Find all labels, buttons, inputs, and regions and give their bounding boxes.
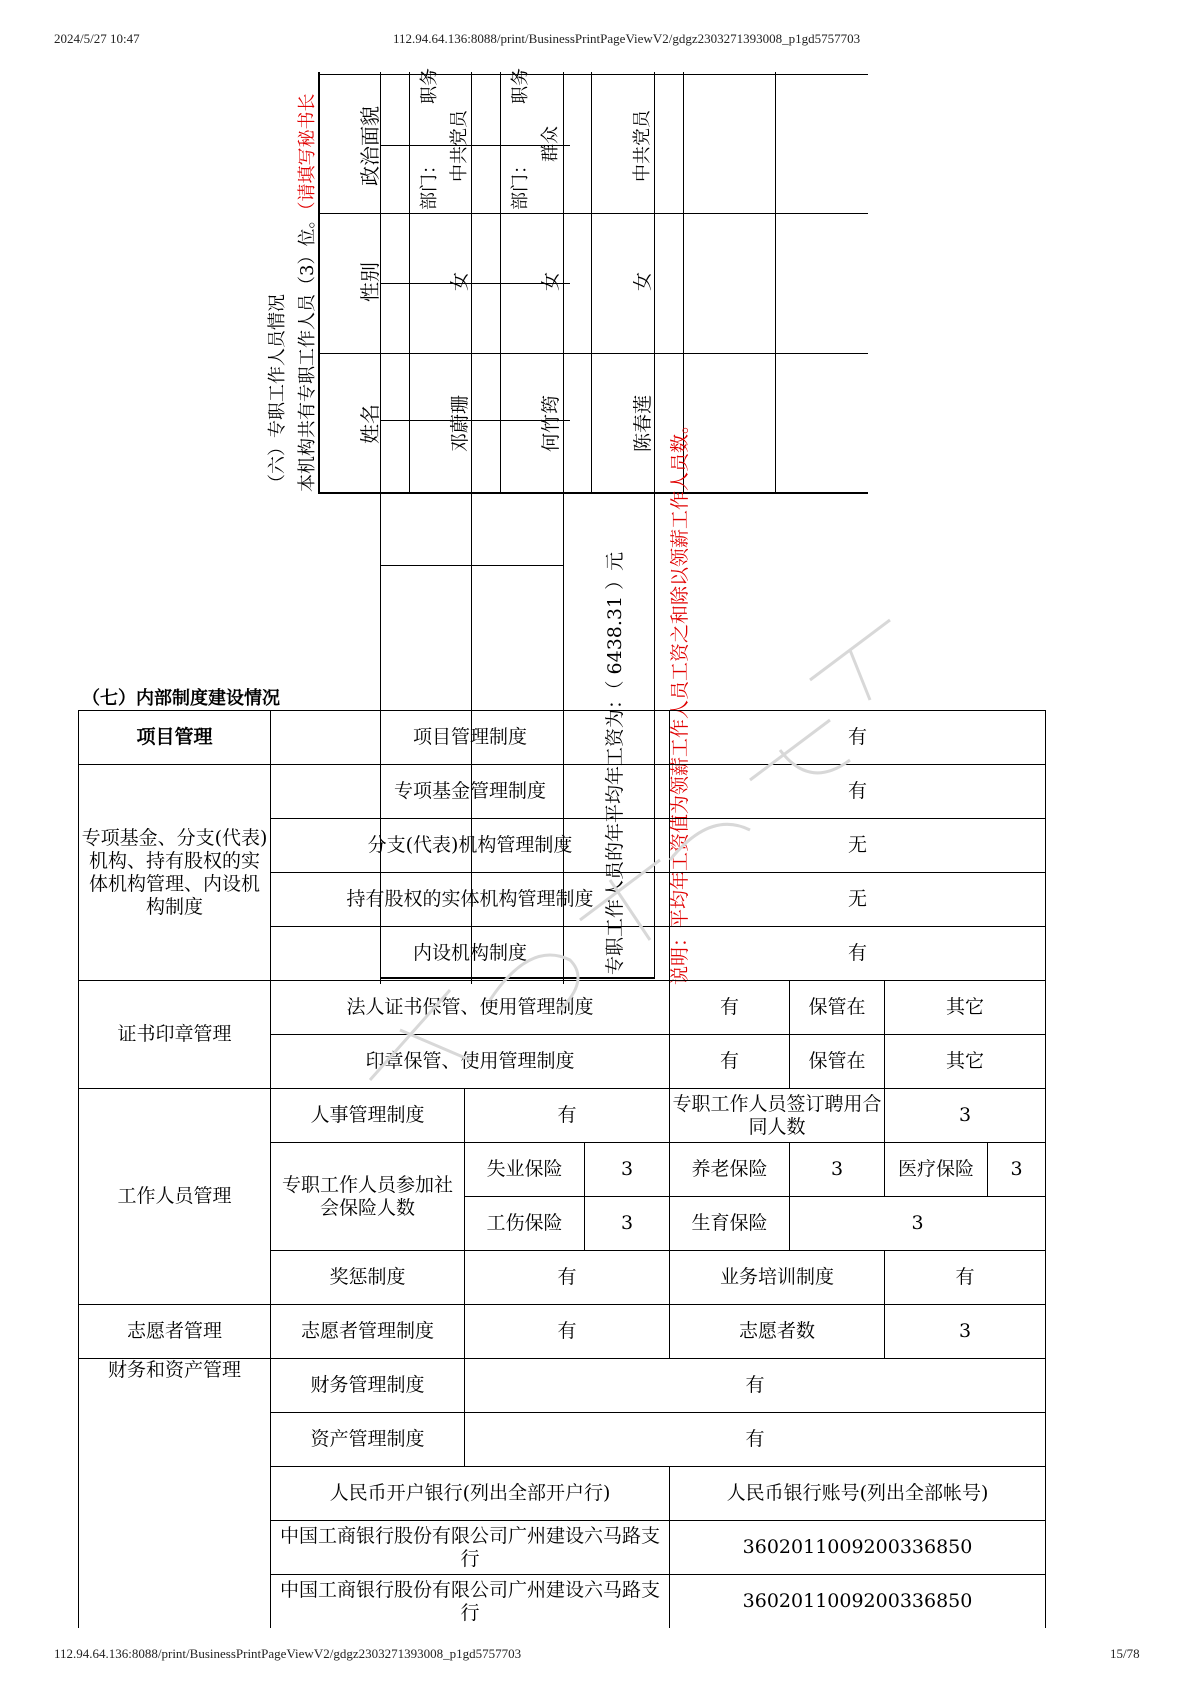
table-row (79, 1305, 1046, 1359)
internal-system-table (78, 710, 1046, 1628)
fund-row-label: 内设机构制度 (271, 927, 670, 981)
dept-label: 部门： (510, 156, 531, 210)
finance-system-value: 有 (465, 1359, 1046, 1413)
unemployment-label: 失业保险 (465, 1143, 585, 1197)
maternity-label: 生育保险 (670, 1197, 790, 1251)
injury-label: 工伤保险 (465, 1197, 585, 1251)
fund-row-label: 专项基金管理制度 (271, 765, 670, 819)
reward-label: 奖惩制度 (271, 1251, 465, 1305)
injury-value: 3 (585, 1197, 670, 1251)
person-politics: 中共党员 (449, 110, 470, 182)
cert-row-label: 法人证书保管、使用管理制度 (271, 981, 670, 1035)
position-label: 职务 (510, 68, 531, 104)
table-row (79, 1089, 1046, 1143)
project-system-value: 有 (670, 711, 1046, 765)
staff-count-line (293, 94, 319, 492)
cert-row-value: 有 (670, 981, 790, 1035)
training-label: 业务培训制度 (670, 1251, 885, 1305)
bank-account: 3602011009200336850 (670, 1521, 1046, 1575)
avg-salary: 专职工作人员的年平均年工资为：（ 6438.31 ）元 (604, 551, 626, 975)
cert-group-label: 证书印章管理 (79, 981, 271, 1089)
person-gender: 女 (540, 271, 562, 291)
cert-row-value: 有 (670, 1035, 790, 1089)
medical-value: 3 (988, 1143, 1046, 1197)
person-gender: 女 (632, 271, 654, 291)
fund-row-value: 无 (670, 873, 1046, 927)
person-name: 邓蔚珊 (449, 394, 471, 452)
table-row (79, 711, 1046, 765)
project-mgmt-label: 项目管理 (79, 711, 271, 765)
page-number: 15/78 (1110, 1646, 1140, 1661)
fund-row-value: 有 (670, 927, 1046, 981)
medical-label: 医疗保险 (885, 1143, 988, 1197)
table-row (79, 981, 1046, 1035)
pension-label: 养老保险 (670, 1143, 790, 1197)
keep-label: 保管在 (790, 1035, 885, 1089)
table-row (79, 765, 1046, 819)
account-header: 人民币银行账号(列出全部帐号) (670, 1467, 1046, 1521)
person-name: 何竹筠 (540, 394, 562, 452)
maternity-value: 3 (790, 1197, 1046, 1251)
project-system-label: 项目管理制度 (271, 711, 670, 765)
bank-name: 中国工商银行股份有限公司广州建设六马路支行 (271, 1521, 670, 1575)
cert-row-label: 印章保管、使用管理制度 (271, 1035, 670, 1089)
print-url[interactable]: 112.94.64.136:8088/print/BusinessPrintPageViewV2/gdgz2303271393008_p1gd5757703 (393, 31, 861, 46)
header-politics: 政治面貌 (358, 106, 382, 186)
keep-value: 其它 (885, 981, 1046, 1035)
bank-account: 3602011009200336850 (670, 1575, 1046, 1629)
personnel-system-value: 有 (465, 1089, 670, 1143)
dept-label: 部门： (419, 156, 440, 210)
volunteer-count-label: 志愿者数 (670, 1305, 885, 1359)
header-gender: 性别 (358, 262, 382, 302)
salary-note: 说明：平均年工资值为领薪工作人员工资之和除以领薪工作人员数。 (669, 414, 691, 985)
section7-title: （七）内部制度建设情况 (82, 688, 280, 709)
fund-row-value: 无 (670, 819, 1046, 873)
fund-row-value: 有 (670, 765, 1046, 819)
volunteer-system-label: 志愿者管理制度 (271, 1305, 465, 1359)
insurance-label: 专职工作人员参加社会保险人数 (271, 1143, 465, 1251)
position-label: 职务 (419, 68, 440, 104)
bank-header: 人民币开户银行(列出全部开户行) (271, 1467, 670, 1521)
staff-group-label: 工作人员管理 (79, 1089, 271, 1305)
contract-label: 专职工作人员签订聘用合同人数 (670, 1089, 885, 1143)
table-row (79, 1359, 1046, 1413)
volunteer-group-label: 志愿者管理 (79, 1305, 271, 1359)
asset-system-value: 有 (465, 1413, 1046, 1467)
training-value: 有 (885, 1251, 1046, 1305)
finance-system-label: 财务管理制度 (271, 1359, 465, 1413)
person-politics: 群众 (540, 126, 561, 162)
header-name: 姓名 (358, 404, 382, 444)
finance-group-label: 财务和资产管理 (79, 1359, 271, 1629)
asset-system-label: 资产管理制度 (271, 1413, 465, 1467)
print-datetime: 2024/5/27 10:47 (54, 31, 140, 46)
fund-row-label: 分支(代表)机构管理制度 (271, 819, 670, 873)
person-politics: 中共党员 (632, 110, 653, 182)
pension-value: 3 (790, 1143, 885, 1197)
reward-value: 有 (465, 1251, 670, 1305)
footer-url[interactable]: 112.94.64.136:8088/print/BusinessPrintPageViewV2/gdgz2303271393008_p1gd5757703 (54, 1646, 522, 1661)
personnel-system-label: 人事管理制度 (271, 1089, 465, 1143)
person-name: 陈春莲 (632, 394, 654, 452)
bank-name: 中国工商银行股份有限公司广州建设六马路支行 (271, 1575, 670, 1629)
volunteer-count-value: 3 (885, 1305, 1046, 1359)
volunteer-system-value: 有 (465, 1305, 670, 1359)
red-note: （请填写秘书长 (297, 93, 318, 211)
keep-label: 保管在 (790, 981, 885, 1035)
keep-value: 其它 (885, 1035, 1046, 1089)
section6-title: （六）专职工作人员情况 (267, 294, 288, 492)
person-gender: 女 (449, 271, 471, 291)
unemployment-value: 3 (585, 1143, 670, 1197)
contract-value: 3 (885, 1089, 1046, 1143)
fund-row-label: 持有股权的实体机构管理制度 (271, 873, 670, 927)
fund-group-label: 专项基金、分支(代表)机构、持有股权的实体机构管理、内设机构制度 (79, 765, 271, 981)
staff-count-text: 本机构共有专职工作人员（3）位。 (297, 210, 318, 492)
